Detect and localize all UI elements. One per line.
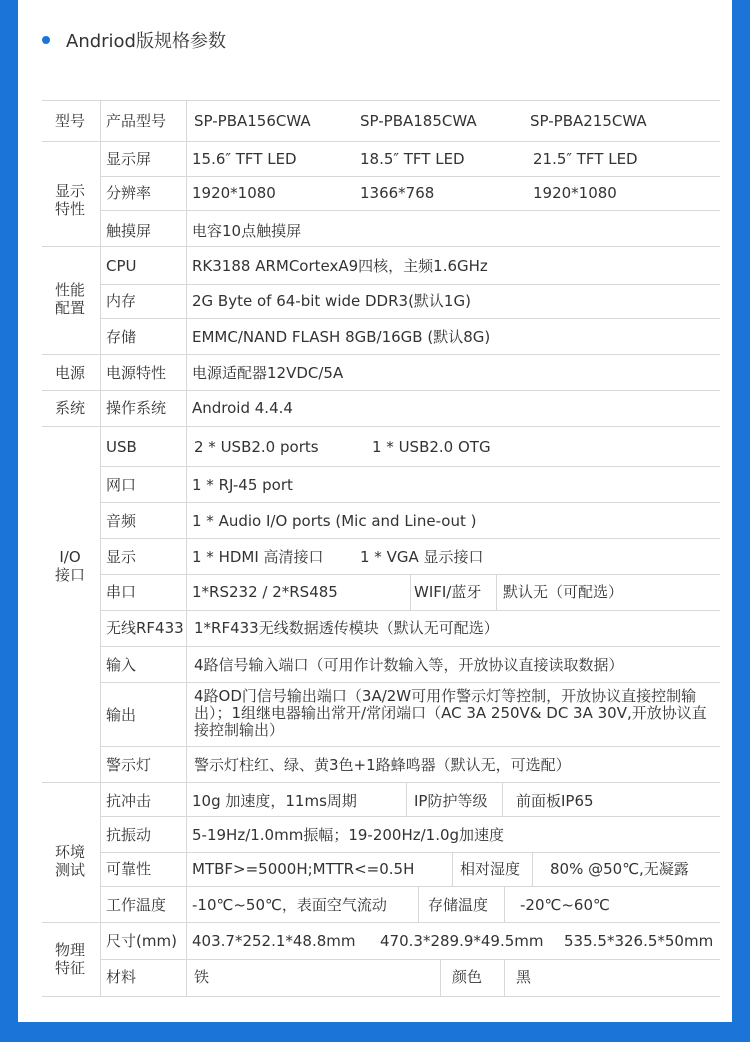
- section-heading: [42, 28, 226, 52]
- row-divider: [100, 538, 720, 539]
- value-usb-2: 1 * USB2.0 OTG: [372, 438, 491, 456]
- value-resolution-3: 1920*1080: [533, 184, 617, 202]
- column-divider: [440, 959, 441, 996]
- category-io-text: I/O 接口: [54, 548, 85, 584]
- category-performance: [44, 281, 96, 317]
- label-display-port: 显示: [106, 548, 137, 566]
- row-divider: [100, 959, 720, 960]
- category-power: 电源: [54, 364, 85, 382]
- row-divider: [42, 141, 720, 142]
- value-vibration: 5-19Hz/1.0mm振幅；19-200Hz/1.0g加速度: [192, 826, 505, 844]
- label-output: 输出: [106, 706, 137, 724]
- value-resolution-2: 1366*768: [360, 184, 435, 202]
- row-divider: [100, 318, 720, 319]
- value-resolution-1: 1920*1080: [192, 184, 276, 202]
- row-divider: [100, 284, 720, 285]
- row-divider: [42, 390, 720, 391]
- label-humidity: 相对湿度: [460, 860, 521, 878]
- value-size-2: 470.3*289.9*49.5mm: [380, 932, 544, 950]
- value-touch: 电容10点触摸屏: [192, 222, 302, 240]
- label-input: 输入: [106, 656, 137, 674]
- label-size: 尺寸(mm): [106, 932, 177, 950]
- label-vibration: 抗振动: [106, 826, 152, 844]
- value-cpu: RK3188 ARMCortexA9四核，主频1.6GHz: [192, 257, 488, 275]
- label-reliability: 可靠性: [106, 860, 152, 878]
- value-material: 铁: [194, 968, 210, 986]
- label-operating-temp: 工作温度: [106, 896, 167, 914]
- label-ip-rating: IP防护等级: [414, 792, 488, 810]
- value-output: 4路OD门信号输出端口（3A/2W可用作警示灯等控制，开放协议直接控制输出）；1组继电器输出常开/常闭端口（AC 3A 250V& DC 3A 30V,开放协议直接控制输出）: [194, 687, 707, 739]
- value-operating-temp: -10℃~50℃，表面空气流动: [192, 896, 387, 914]
- value-model-3: SP-PBA215CWA: [530, 112, 647, 130]
- category-model: 型号: [54, 112, 85, 130]
- label-os: 操作系统: [106, 399, 167, 417]
- row-divider: [42, 782, 720, 783]
- value-storage: EMMC/NAND FLASH 8GB/16GB (默认8G): [192, 328, 491, 346]
- category-display: [44, 182, 96, 218]
- column-divider: [406, 782, 407, 816]
- row-divider: [100, 852, 720, 853]
- label-alarm: 警示灯: [106, 756, 152, 774]
- label-lan: 网口: [106, 476, 137, 494]
- column-divider: [100, 100, 101, 996]
- label-rf433: 无线RF433: [106, 619, 184, 637]
- row-divider: [100, 176, 720, 177]
- label-storage: 存储: [106, 328, 137, 346]
- column-divider: [418, 886, 419, 922]
- label-screen: 显示屏: [106, 150, 152, 168]
- label-shock: 抗冲击: [106, 792, 152, 810]
- label-storage-temp: 存储温度: [428, 896, 489, 914]
- row-divider: [100, 610, 720, 611]
- value-model-2: SP-PBA185CWA: [360, 112, 477, 130]
- label-memory: 内存: [106, 292, 137, 310]
- category-system: 系统: [54, 399, 85, 417]
- column-divider: [186, 100, 187, 996]
- label-material: 材料: [106, 968, 137, 986]
- value-humidity: 80% @50℃,无凝露: [550, 860, 689, 878]
- row-divider: [100, 886, 720, 887]
- label-touch: 触摸屏: [106, 222, 152, 240]
- column-divider: [532, 852, 533, 886]
- row-divider: [100, 682, 720, 683]
- row-divider: [42, 246, 720, 247]
- value-serial: 1*RS232 / 2*RS485: [192, 583, 338, 601]
- value-alarm: 警示灯柱红、绿、黄3色+1路蜂鸣器（默认无，可选配）: [194, 756, 571, 774]
- row-divider: [100, 466, 720, 467]
- value-power: 电源适配器12VDC/5A: [192, 364, 344, 382]
- value-input: 4路信号输入端口（可用作计数输入等，开放协议直接读取数据）: [194, 656, 624, 674]
- label-resolution: 分辨率: [106, 184, 152, 202]
- value-reliability: MTBF>=5000H;MTTR<=0.5H: [192, 860, 415, 878]
- value-lan: 1 * RJ-45 port: [192, 476, 293, 494]
- value-shock: 10g 加速度，11ms周期: [192, 792, 357, 810]
- category-environment: [44, 843, 96, 879]
- label-wifi: WIFI/蓝牙: [414, 583, 482, 601]
- label-usb: USB: [106, 438, 137, 456]
- column-divider: [504, 886, 505, 922]
- value-model-1: SP-PBA156CWA: [194, 112, 311, 130]
- heading-title: Andriod版规格参数: [66, 31, 226, 52]
- category-io: [44, 548, 96, 584]
- label-serial: 串口: [106, 583, 137, 601]
- label-cpu: CPU: [106, 257, 137, 275]
- row-divider: [100, 502, 720, 503]
- value-storage-temp: -20℃~60℃: [520, 896, 610, 914]
- label-power: 电源特性: [106, 364, 167, 382]
- value-ip-rating: 前面板IP65: [516, 792, 594, 810]
- label-audio: 音频: [106, 512, 137, 530]
- category-physical: [44, 941, 96, 977]
- category-physical-text: 物理 特征: [54, 941, 85, 977]
- value-os: Android 4.4.4: [192, 399, 293, 417]
- row-divider: [42, 996, 720, 997]
- row-divider: [42, 354, 720, 355]
- row-divider: [42, 426, 720, 427]
- column-divider: [410, 574, 411, 610]
- value-screen-2: 18.5″ TFT LED: [360, 150, 465, 168]
- category-environment-text: 环境 测试: [54, 843, 85, 879]
- value-usb-1: 2 * USB2.0 ports: [194, 438, 319, 456]
- row-divider: [100, 746, 720, 747]
- value-size-3: 535.5*326.5*50mm: [564, 932, 714, 950]
- column-divider: [496, 574, 497, 610]
- value-audio: 1 * Audio I/O ports (Mic and Line-out ): [192, 512, 477, 530]
- column-divider: [502, 782, 503, 816]
- column-divider: [504, 959, 505, 996]
- label-color: 颜色: [452, 968, 483, 986]
- row-divider: [42, 100, 720, 101]
- value-memory: 2G Byte of 64-bit wide DDR3(默认1G): [192, 292, 471, 310]
- column-divider: [452, 852, 453, 886]
- value-wifi: 默认无（可配选）: [503, 583, 624, 601]
- value-rf433: 1*RF433无线数据透传模块（默认无可配选）: [194, 619, 499, 637]
- bullet-icon: [42, 36, 50, 44]
- row-divider: [100, 646, 720, 647]
- value-display-port-1: 1 * HDMI 高清接口: [192, 548, 324, 566]
- category-performance-text: 性能 配置: [54, 281, 85, 317]
- value-display-port-2: 1 * VGA 显示接口: [360, 548, 484, 566]
- value-size-1: 403.7*252.1*48.8mm: [192, 932, 356, 950]
- row-divider: [42, 922, 720, 923]
- label-model: 产品型号: [106, 112, 167, 130]
- row-divider: [100, 816, 720, 817]
- category-display-text: 显示 特性: [54, 182, 85, 218]
- row-divider: [100, 210, 720, 211]
- value-screen-1: 15.6″ TFT LED: [192, 150, 297, 168]
- value-screen-3: 21.5″ TFT LED: [533, 150, 638, 168]
- value-color: 黑: [516, 968, 532, 986]
